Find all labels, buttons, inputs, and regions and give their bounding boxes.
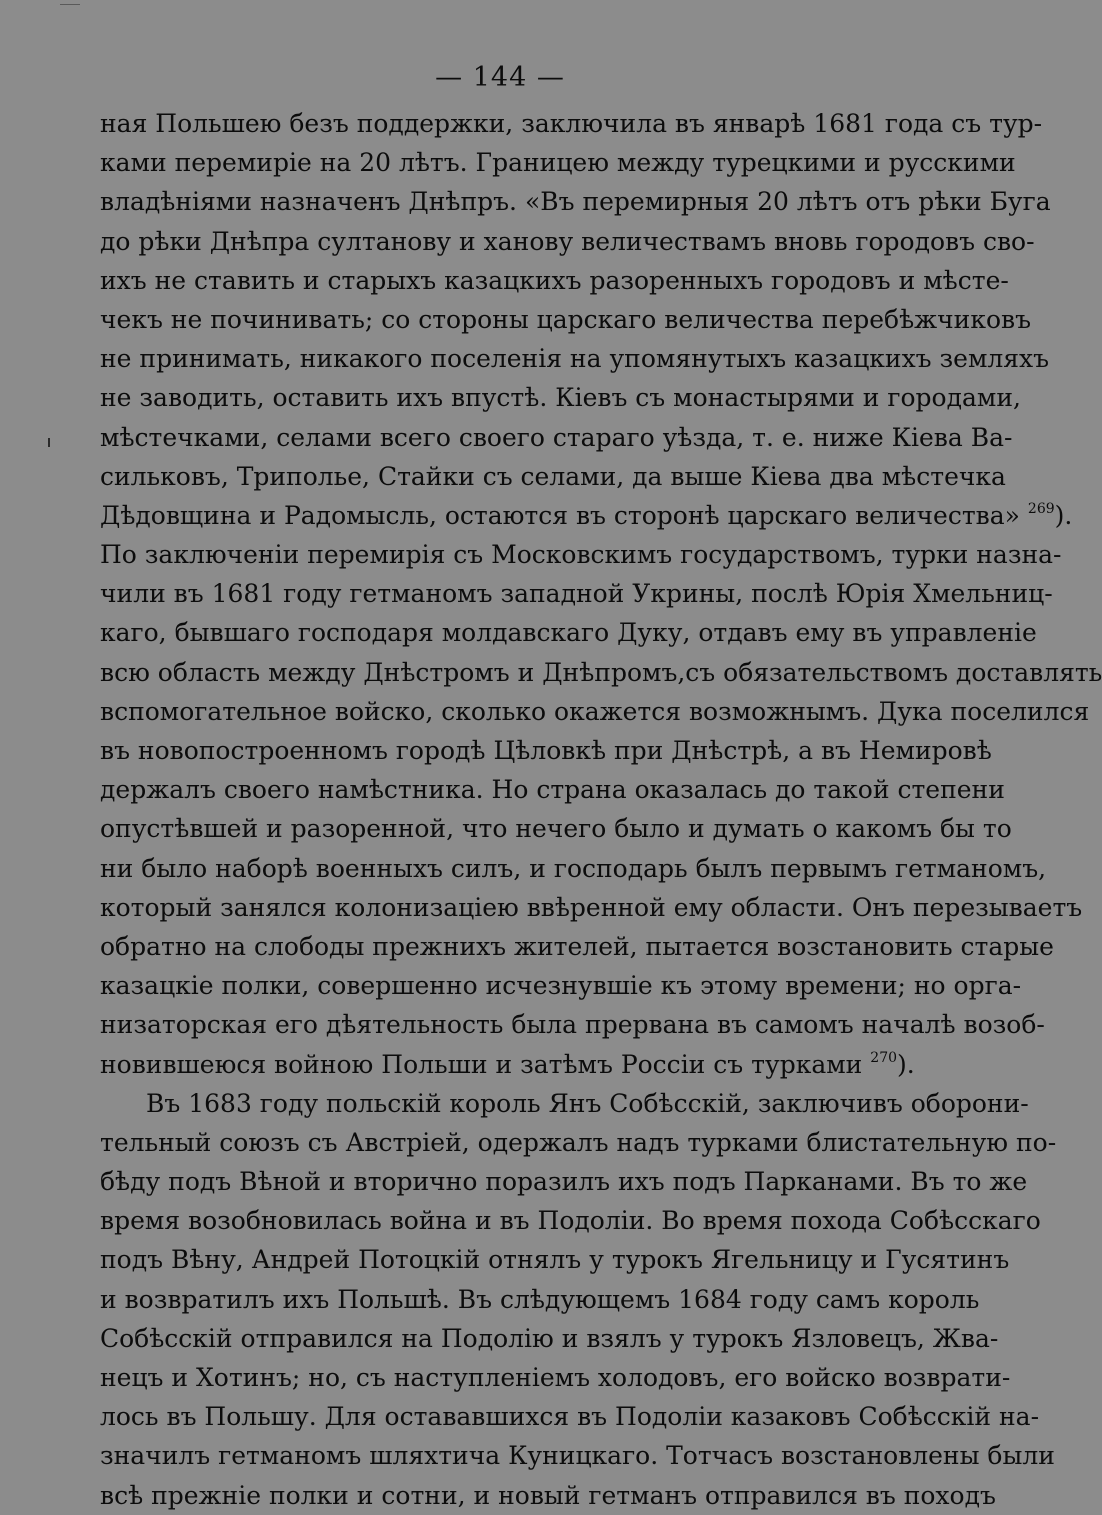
- text-line: нецъ и Хотинъ; но, съ наступленіемъ холодовъ, его войско возврати-: [100, 1363, 1011, 1392]
- text-line-with-footnote: [100, 1045, 946, 1084]
- text-line: до рѣки Днѣпра султанову и ханову величествамъ вновь городовъ сво-: [100, 226, 1035, 256]
- text-line-content: Дѣдовщина и Радомысль, остаются въ сторонѣ царскаго величества»: [100, 500, 1020, 530]
- text-line: каго, бывшаго господаря молдавскаго Дуку, отдавъ ему въ управленіе: [100, 618, 1037, 648]
- text-line: вспомогательное войско, сколько окажется возможнымъ. Дука поселился: [100, 696, 1090, 726]
- text-line: опустѣвшей и разоренной, что нечего было и думать о какомъ бы то: [100, 814, 1012, 844]
- paragraph-first-line: Въ 1683 году польскій король Янъ Собѣсскій, заключивъ оборони-: [146, 1088, 1029, 1118]
- text-line: казацкіе полки, совершенно исчезнувшіе къ этому времени; но орга-: [100, 971, 1022, 1001]
- text-line: подъ Вѣну, Андрей Потоцкій отнялъ у турокъ Ягельницу и Гусятинъ: [100, 1245, 1010, 1275]
- text-line: ная Польшею безъ поддержки, заключила въ январѣ 1681 года съ тур-: [100, 109, 1043, 138]
- text-line: время возобновилась война и въ Подоліи. Во время похода Собѣсскаго: [100, 1206, 1041, 1236]
- text-line: и возвратилъ ихъ Польшѣ. Въ слѣдующемъ 1684 году самъ король: [100, 1284, 980, 1314]
- text-line: Собѣсскій отправился на Подолію и взялъ у турокъ Язловецъ, Жва-: [100, 1323, 999, 1353]
- text-line: ни было наборѣ военныхъ силъ, и господарь былъ первымъ гетманомъ,: [100, 853, 1047, 883]
- footnote-ref: 269: [1027, 500, 1055, 517]
- text-line: ихъ не ставить и старыхъ казацкихъ разоренныхъ городовъ и мѣсте-: [100, 265, 1009, 295]
- text-line: держалъ своего намѣстника. Но страна оказалась до такой степени: [100, 775, 1005, 805]
- page-number: — 144 —: [435, 62, 565, 93]
- text-line-content: новившеюся войною Польши и затѣмъ Россіи съ турками: [100, 1049, 863, 1079]
- text-line: чили въ 1681 году гетманомъ западной Укрины, послѣ Юрія Хмельниц-: [100, 579, 1053, 609]
- text-line: низаторская его дѣятельность была прервана въ самомъ началѣ возоб-: [100, 1010, 1045, 1040]
- text-line: чекъ не починивать; со стороны царскаго величества перебѣжчиковъ: [100, 304, 1032, 334]
- text-line: который занялся колонизаціею ввѣренной ему области. Онъ перезываетъ: [100, 892, 1083, 922]
- text-line-with-footnote: [100, 496, 1073, 535]
- text-line: владѣніями назначенъ Днѣпръ. «Въ перемирныя 20 лѣтъ отъ рѣки Буга: [100, 187, 1051, 217]
- body-text: [100, 104, 1102, 1515]
- text-line: сильковъ, Триполье, Стайки съ селами, да выше Кіева два мѣстечка: [100, 461, 1006, 491]
- text-line: ками перемиріе на 20 лѣтъ. Границею между турецкими и русскими: [100, 148, 1016, 178]
- text-line: не заводить, оставить ихъ впустѣ. Кіевъ съ монастырями и городами,: [100, 383, 1021, 413]
- text-line: въ новопостроенномъ городѣ Цѣловкѣ при Днѣстрѣ, а въ Немировѣ: [100, 736, 992, 765]
- text-line: лось въ Польшу. Для остававшихся въ Подоліи казаковъ Собѣсскій на-: [100, 1402, 1040, 1432]
- footnote-close: ).: [1054, 500, 1073, 530]
- text-line: По заключеніи перемирія съ Московскимъ государствомъ, турки назна-: [100, 540, 1062, 570]
- scan-speck: [48, 438, 50, 447]
- text-line: тельный союзъ съ Австріей, одержалъ надъ турками блистательную по-: [100, 1127, 1057, 1157]
- text-line: мѣстечками, селами всего своего стараго уѣзда, т. е. ниже Кіева Ва-: [100, 422, 1013, 452]
- footnote-ref: 270: [870, 1049, 898, 1066]
- text-line: всѣ прежніе полки и сотни, и новый гетманъ отправился въ походъ: [100, 1480, 996, 1510]
- scan-speck: [60, 4, 80, 5]
- text-line: не принимать, никакого поселенія на упомянутыхъ казацкихъ земляхъ: [100, 344, 1050, 374]
- text-line: значилъ гетманомъ шляхтича Куницкаго. Тотчасъ возстановлены были: [100, 1441, 1055, 1471]
- text-line: обратно на слободы прежнихъ жителей, пытается возстановить старые: [100, 931, 1054, 961]
- text-line: бѣду подъ Вѣной и вторично поразилъ ихъ подъ Парканами. Въ то же: [100, 1167, 1028, 1197]
- footnote-close: ).: [897, 1049, 915, 1079]
- text-line: всю область между Днѣстромъ и Днѣпромъ,съ обязательствомъ доставлять: [100, 657, 1102, 687]
